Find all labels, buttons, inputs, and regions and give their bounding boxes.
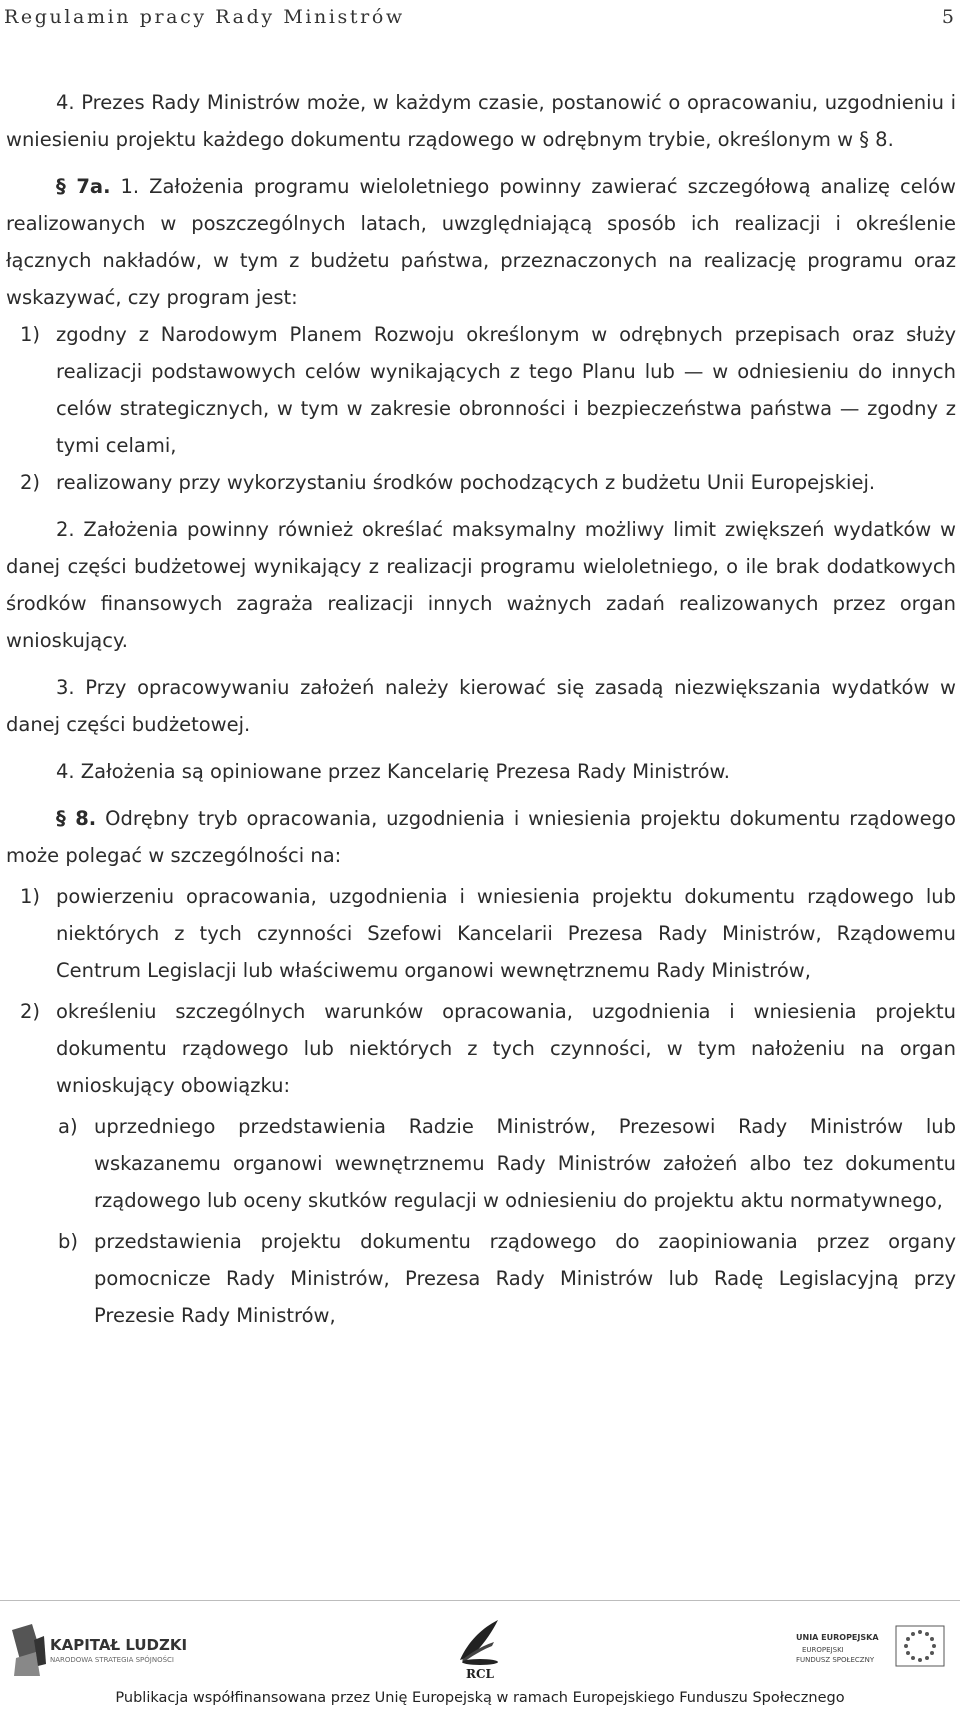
section-7a-paragraph-1 bbox=[6, 168, 956, 316]
rcl-quill-icon bbox=[460, 1620, 498, 1665]
section-8-intro-text: Odrębny tryb opracowania, uzgodnienia i wniesienia projektu dokumentu rządowego może polegać w szczególności na: bbox=[6, 807, 956, 867]
eu-sub2: FUNDUSZ SPOŁECZNY bbox=[796, 1656, 875, 1664]
eu-logo bbox=[796, 1620, 946, 1680]
list-item-text: określeniu szczególnych warunków opracowania, uzgodnienia i wniesienia projektu dokumentu rządowego lub niektórych z tych czynności, w tym nałożeniu na organ wnioskujący obowiązku: bbox=[56, 1000, 956, 1097]
section-7a-paragraph-2: 2. Założenia powinny również określać maksymalny możliwy limit zwiększeń wydatków w danej części budżetowej wynikający z realizacji programu wieloletniego, o ile brak dodatkowych środków finansowych zagraża realizacji innych ważnych zadań realizowanych przez organ wnioskujący. bbox=[6, 518, 956, 652]
footer-text: Publikacja współfinansowana przez Unię Europejską w ramach Europejskiego Funduszu Społecznego bbox=[115, 1690, 845, 1706]
list-marker: 1) bbox=[20, 323, 41, 346]
section-8-item-2a bbox=[6, 1108, 956, 1219]
list-item-text: powierzeniu opracowania, uzgodnienia i wniesienia projektu dokumentu rządowego lub niektórych z tych czynności Szefowi Kancelarii Prezesa Rady Ministrów, Rządowemu Centrum Legislacji lub właściwemu organowi wewnętrznemu Rady Ministrów, bbox=[56, 885, 956, 982]
section-7a-paragraph-3: 3. Przy opracowywaniu założeń należy kierować się zasadą niezwiększania wydatków w danej części budżetowej. bbox=[6, 676, 956, 736]
section-7a-item-2 bbox=[6, 464, 956, 501]
section-7a-text-1: 1. Założenia programu wieloletniego powinny zawierać szczegółową analizę celów realizowanych w poszczególnych latach, uwzględniającą sposób ich realizacji i określenie łącznych nakładów, w tym z budżetu państwa, przeznaczonych na realizację programu oraz wskazywać, czy program jest: bbox=[6, 175, 956, 309]
kl-emblem-icon bbox=[12, 1624, 46, 1676]
list-marker: b) bbox=[58, 1230, 78, 1253]
footer-divider bbox=[0, 1600, 960, 1601]
eu-stars-flag-icon bbox=[896, 1626, 944, 1666]
list-item-text: realizowany przy wykorzystaniu środków pochodzących z budżetu Unii Europejskiej. bbox=[56, 471, 876, 494]
header-title: Regulamin pracy Rady Ministrów bbox=[4, 6, 405, 28]
document-body bbox=[6, 84, 956, 1334]
list-item-text: uprzedniego przedstawienia Radzie Ministrów, Prezesowi Rady Ministrów lub wskazanemu organowi wewnętrznemu Rady Ministrów założeń albo tez dokumentu rządowego lub oceny skutków regulacji w odniesieniu do projektu aktu normatywnego, bbox=[94, 1115, 956, 1212]
section-8-label: § 8. bbox=[56, 807, 97, 830]
section-8-item-2 bbox=[6, 993, 956, 1104]
list-marker: 1) bbox=[20, 885, 41, 908]
page-header bbox=[4, 6, 954, 36]
section-7a-item-1 bbox=[6, 316, 956, 464]
section-7a-paragraph-4: 4. Założenia są opiniowane przez Kancelarię Prezesa Rady Ministrów. bbox=[56, 760, 730, 783]
list-item-text: zgodny z Narodowym Planem Rozwoju określonym w odrębnych przepisach oraz służy realizacji podstawowych celów wynikających z tego Planu lub — w odniesieniu do innych celów strategicznych, w tym w zakresie obronności i bezpieczeństwa państwa — zgodny z tymi celami, bbox=[56, 323, 956, 457]
eu-sub1: EUROPEJSKI bbox=[802, 1646, 844, 1654]
kl-subtitle: NARODOWA STRATEGIA SPÓJNOŚCI bbox=[50, 1656, 174, 1664]
list-marker: 2) bbox=[20, 471, 41, 494]
page-number: 5 bbox=[941, 6, 954, 28]
section-7a-label: § 7a. bbox=[56, 175, 111, 198]
section-8-item-2b bbox=[6, 1223, 956, 1334]
list-marker: a) bbox=[58, 1115, 78, 1138]
kapital-ludzki-logo bbox=[6, 1620, 206, 1680]
eu-title: UNIA EUROPEJSKA bbox=[796, 1633, 879, 1642]
rcl-logo bbox=[452, 1616, 508, 1682]
section-8-intro bbox=[6, 800, 956, 874]
list-item-text: przedstawienia projektu dokumentu rządowego do zaopiniowania przez organy pomocnicze Rady Ministrów, Prezesa Rady Ministrów lub Radę Legislacyjną przy Prezesie Rady Ministrów, bbox=[94, 1230, 956, 1327]
kl-title: KAPITAŁ LUDZKI bbox=[50, 1636, 188, 1654]
list-marker: 2) bbox=[20, 1000, 41, 1023]
section-8-item-1 bbox=[6, 878, 956, 989]
rcl-text: RCL bbox=[466, 1667, 494, 1681]
paragraph-4: 4. Prezes Rady Ministrów może, w każdym czasie, postanowić o opracowaniu, uzgodnieniu i wniesieniu projektu każdego dokumentu rządowego w odrębnym trybie, określonym w § 8. bbox=[6, 91, 956, 151]
